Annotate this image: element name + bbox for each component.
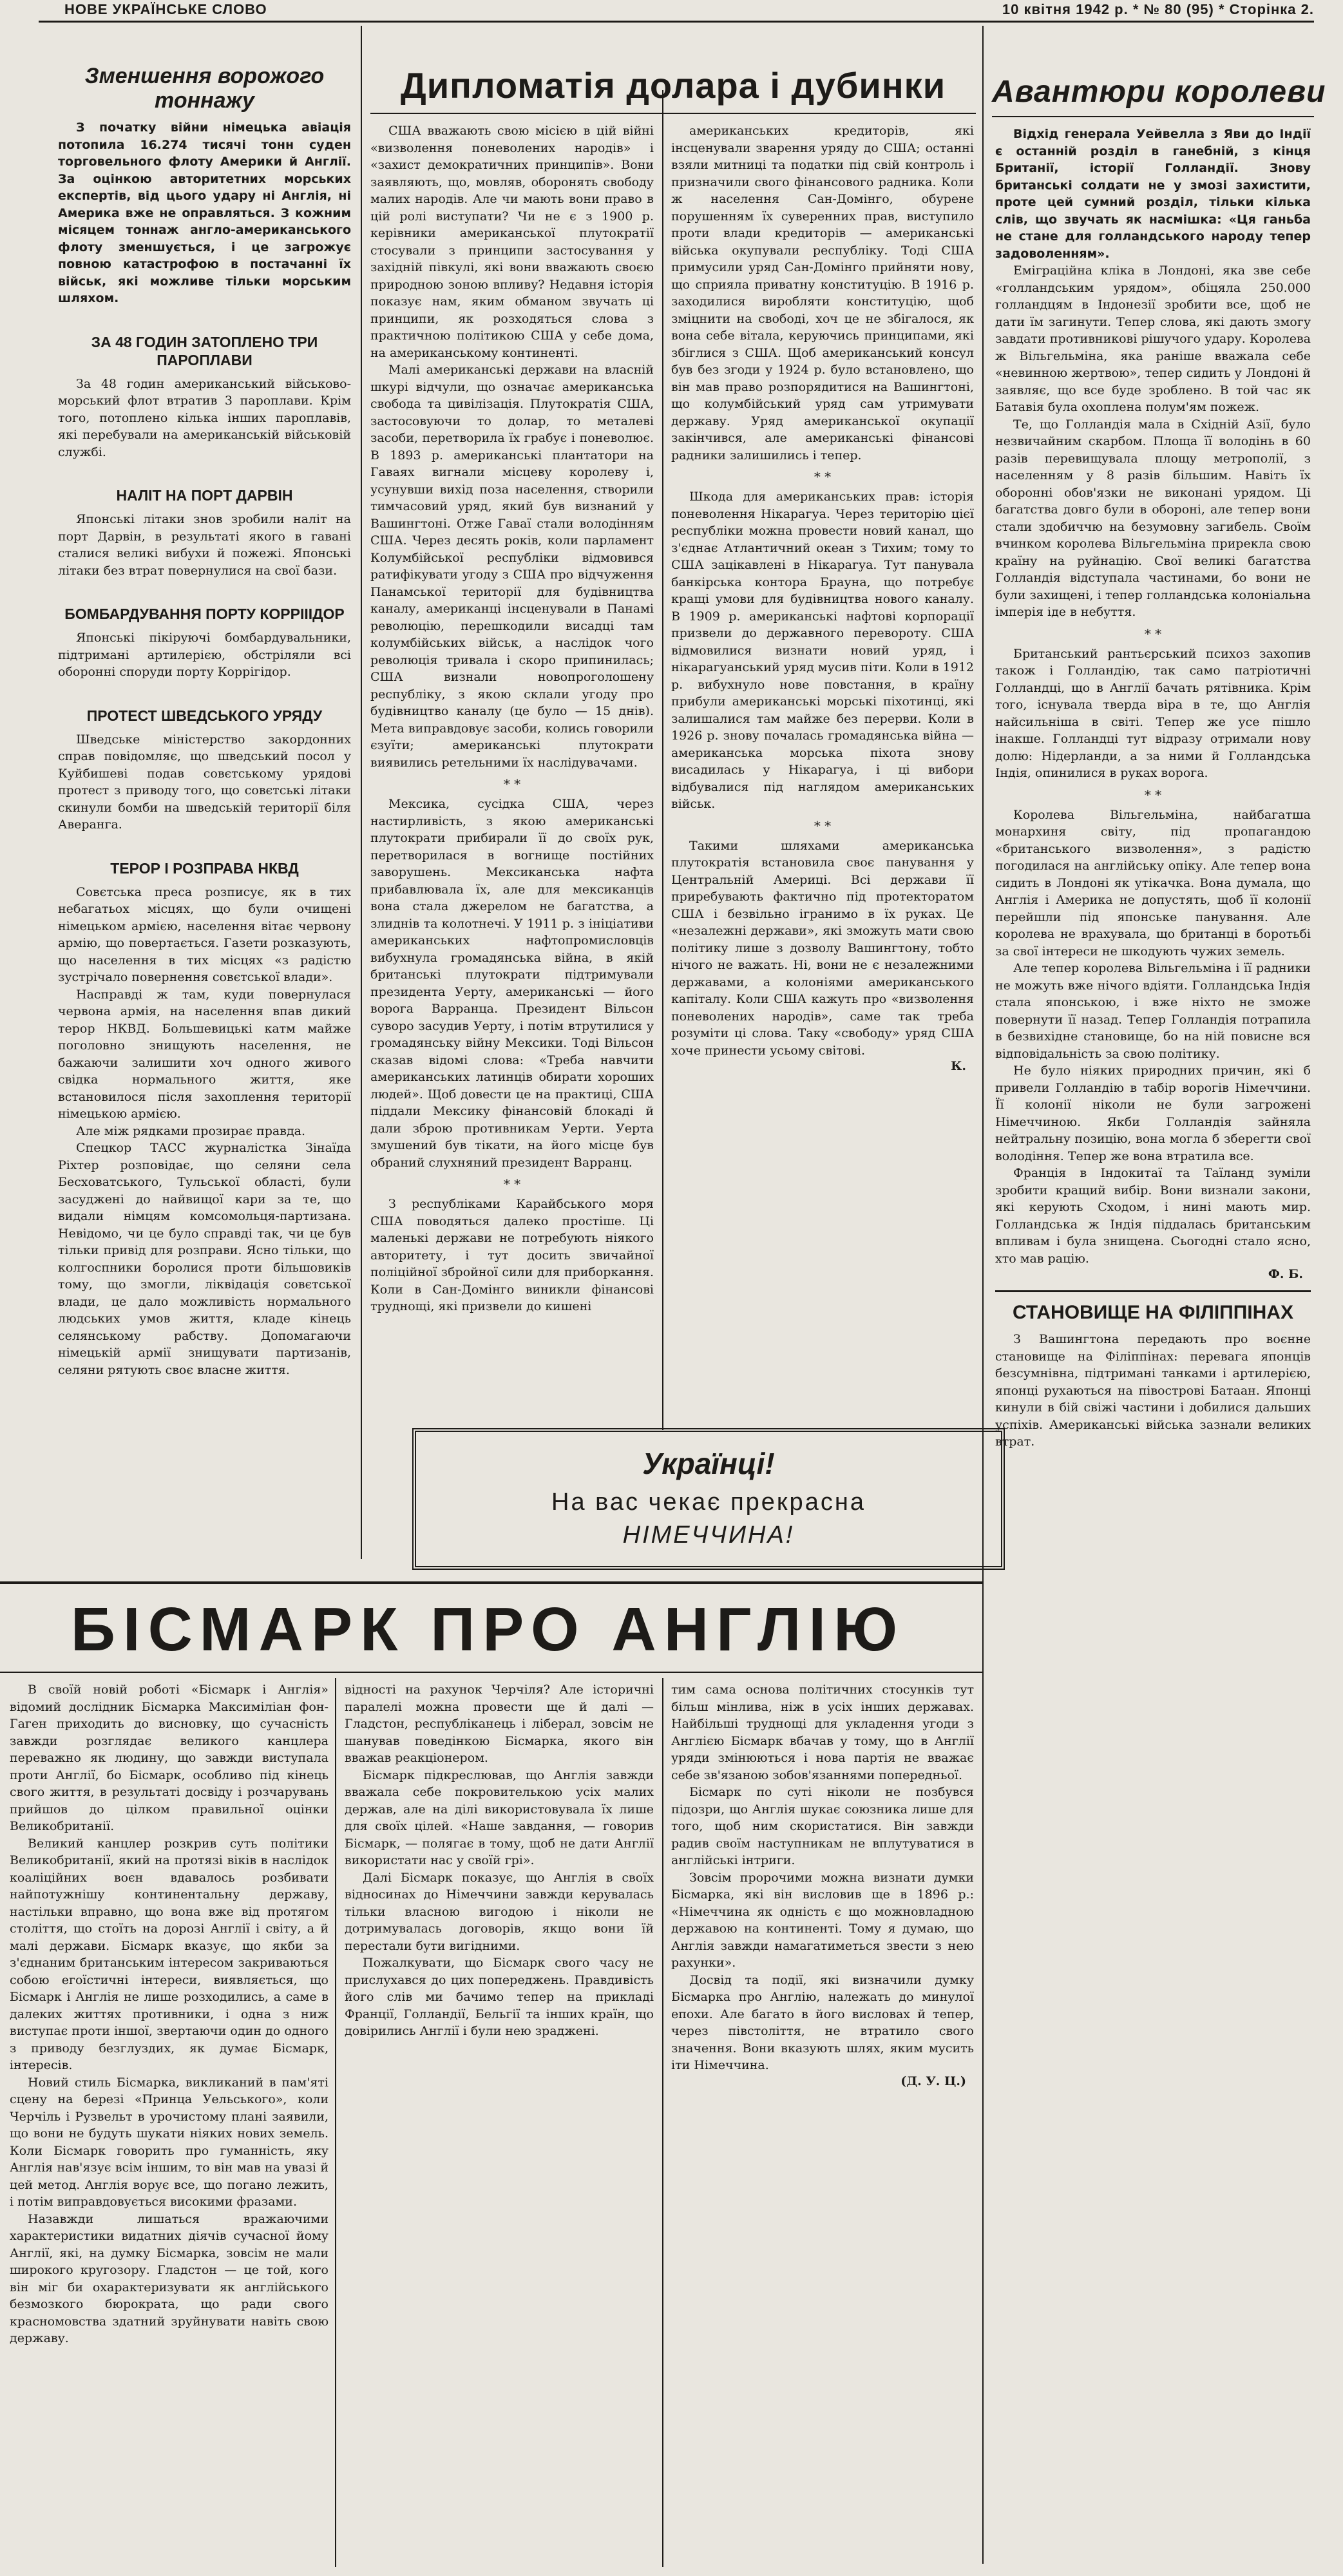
separator-stars: * * [814, 469, 832, 484]
article-paragraph: Те, що Голландія мала в Східній Азії, було незвичайним скарбом. Площа її володінь в 60 разів перевищувала площу метрополії, з населенням у 8 разів більшим. Навіть їх оборонні обов'язки не виконані урядом. Ці багатства довго були в обороні, але тепер вони стали здобиччю на безумовну загибель. Своїм вчинком королева Вільгельміна прирекла свою країну на руйнацію. Свої великі багатства Голландія відступала частинами, бо вони не були захищені, і тепер голландська колоніальна імперія іде в небуття. [995, 417, 1311, 619]
headline-rule [0, 1672, 982, 1673]
article-paragraph: Британський рантьєрський психоз захопив також і Голландію, так само патріотичні Голландці, що в Англії бачать рятівника. Крім того, існувала тверда віра в те, що Англія найсильніша в світі. Тепер же усе пішло інакше. Голландці тут відразу отримали нову долю: Нідерланди, а за ними й Голландська Індія, опинилися в руках ворога. [995, 646, 1311, 780]
headline-bismarck: БІСМАРК ПРО АНГЛІЮ [70, 1595, 906, 1664]
article-paragraph: Королева Вільгельміна, найбагатша монархиня світу, під пропагандою «британського визволення», з радістю погодилася на англійську опіку. Але тепер вона сидить в Лондоні як утікачка. Вона думала, що Англія і Америка не допустять, щоб її колонії перейшли під японське панування. Але королева не врахувала, що британці в боротьбі за свої інтереси не шкодують чужих земель. [995, 807, 1311, 959]
article-heading: НАЛІТ НА ПОРТ ДАРВІН [116, 487, 293, 504]
section-rule [0, 1581, 982, 1584]
column-2 [370, 122, 654, 1417]
article-heading: СТАНОВИЩЕ НА ФІЛІППІНАХ [1013, 1302, 1293, 1323]
article-paragraph: Новий стиль Бісмарка, викликаний в пам'яті сцену на березі «Принца Уельського», коли Черчіль і Рузвельт в урочистому плані заявили, що вони не будуть шукати ніяких нових земель. Коли Бісмарк говорить про гуманність, яку Англія нав'язує всім іншим, то він мав на увазі й цей метод. Англія ворує все, що погано лежить, і потім виправдовується високими фразами. [10, 2075, 329, 2209]
column-rule [662, 1678, 663, 2567]
article-paragraph: Далі Бісмарк показує, що Англія в своїх відносинах до Німеччини завжди керувалась тільки власною вигодою і ніколи не дотримувалась договорів, якщо вони їй перестали бути вигідними. [345, 1870, 654, 1953]
separator-stars: * * [1144, 787, 1162, 803]
article-paragraph: Бісмарк підкреслював, що Англія завжди вважала себе покровителькою усіх малих держав, але на ділі використовувала їх лише для своїх цілей. «Наше завдання, — говорив Бісмарк, — полягає в тому, щоб не дати Англії використати нас у своїй грі». [345, 1768, 654, 1867]
article-paragraph: Назавжди лишаться вражаючими характеристики видатних діячів сучасної йому Англії, які, на думку Бісмарка, зовсім не мали широкого кругозору. Гладстон — це той, кого він міг би охарактеризувати як англійського безмозкого бюрократа, що ради свого красномовства здатний зруйнувати навіть свою державу. [10, 2211, 329, 2345]
headline-rule [992, 116, 1314, 117]
article-paragraph: З Вашингтона передають про воєнне становище на Філіппінах: перевага японців безсумнівна, підтримані танками і артилерією, японці рухаються на півострові Батаан. Японці кинули в бій свіжі частини і добилися дальших успіхів. Американські війська зазнали великих втрат. [995, 1332, 1311, 1449]
bismarck-column-1 [10, 1681, 329, 2570]
article-paragraph: Великий канцлер розкрив суть політики Великобританії, який на протязі віків в наслідок коаліційних воєн вдавалось розбивати найпотужнішу континентальну державу, настільки вправно, що вона вже від протягом століття, що стоїть на дорозі Англії і світу, а й малі держави. Бісмарк вказує, що якби за з'єднаним британським інтересом закриваються собою егоїстичні інтереси, виявляється, що Бісмарк і Англія не лише розходились, а саме в далеких життях противники, і одна з ниж виступає проти іншої, звертаючи один до одного з приводу безглуздих, як думає Бісмарк, інтересів. [10, 1836, 329, 2072]
article-paragraph: В своїй новій роботі «Бісмарк і Англія» відомий дослідник Бісмарка Максиміліан фон-Гаген приходить до висновку, що сучасність завжди розглядає великого канцлера переважно як людину, що завжди виступала проти Англії, бо Бісмарк, особливо під кінець свого життя, в результаті досвіду і розчарувань прийшов до цілком правильної оцінки Великобританії. [10, 1683, 329, 1833]
article-lead: З початку війни німецька авіація потопила 16.274 тисячі тонн суден торговельного флоту Америки й Англії. За оцінкою авторитетних морських експертів, від цього удару ні Англія, ні Америка вже не оправляться. З кожним місяцем тоннаж англо-американського флоту зменшується, і це загрожує повною катастрофою в постачанні їх військ, які можливе тільки морським шляхом. [58, 120, 351, 305]
article-paragraph: Досвід та події, які визначили думку Бісмарка про Англію, належать до минулої епохи. Але багато в його висловах й тепер, через півстоліття, не втратило свого значення. Вони вказують шлях, яким мусить іти Німеччина. [671, 1972, 974, 2072]
article-paragraph: Мексика, сусідка США, через настирливість, з якою американські плутократи прибирали її до своїх рук, перетворилася в вогнище постійних заворушень. Мексиканська нафта прибавлювала їх, але для мексиканців вона стала джерелом не багатства, а злиднів та колотнечі. У 1911 р. з ініціативи американських нафтопромисловців вибухнула громадянська війна, в якій британські плутократи підтримували президента Уерту, американські — його ворога Варранца. Президент Вільсон суворо засудив Уерту, і потім втрутилися у громадянську війну Мексики. Тоді Вільсон сказав відомі слова: «Треба навчити американських латинців обирати хороших людей». Щоб довести це на практиці, США піддали Мексику фінансовій блокаді й дали зброю противникам Уерти. Уерта змушений був тікати, на його місце був обраний слухняний президент Варранц. [370, 797, 654, 1170]
article-paragraph: За 48 годин американський військово-морський флот втратив 3 пароплави. Крім того, потоплено кілька інших пароплавів, які перебували на американській військовій службі. [58, 376, 351, 459]
column-rule [662, 90, 663, 1430]
separator-stars: * * [1144, 625, 1162, 642]
ad-line-3: НІМЕЧЧИНА! [622, 1522, 795, 1549]
article-paragraph: Спецкор ТАСС журналістка Зінаїда Ріхтер розповідає, що селяни села Бесховатського, Тульської області, були засуджені до найвищої кари за те, що видали німцям комсомольця-партизана. Невідомо, чи це було справді так, чи це був тільки привід для розправи. Ясно тільки, що колгоспники боролися проти більшовиків тому, що змогли, ліквідація совєтської влади, це дало можливість нормального людських умов життя, кладе кінець селянському рабству. Допомагаючи німецькій армії знищувати партизанів, селяни рятують своє власне життя. [58, 1141, 351, 1377]
column-rule [982, 26, 984, 2564]
column-3 [671, 122, 974, 1417]
article-paragraph: Бісмарк по суті ніколи не позбувся підозри, що Англія шукає союзника лише для того, щоб ним скористатися. Він завжди радив своїм наступникам не вплутуватися в англійські інтриги. [671, 1785, 974, 1867]
article-heading: ТЕРОР І РОЗПРАВА НКВД [110, 859, 299, 877]
column-1 [58, 61, 351, 1569]
header-rule [39, 21, 1314, 23]
article-paragraph: Насправді ж там, куди повернулася червона армія, на населення впав дикий терор НКВД. Большевицькі катм майже поголовно знищують населення, не бажаючи залишити хоч одного живого свідка нормального життя, яке встановилося після захоплення території німецькою армією. [58, 987, 351, 1121]
column-rule [335, 1678, 336, 2567]
article-heading: ЗА 48 ГОДИН ЗАТОПЛЕНО ТРИ ПАРОПЛАВИ [91, 333, 318, 368]
article-paragraph: Шкода для американських прав: історія поневолення Нікарагуа. Через територію цієї республіки можна провести новий канал, що з'єднає Атлантичний океан з Тихим; тому то США зацікавлені в Нікарагуа. Тут панувала банкірська контора Брауна, що потребує кращі умови для будівництва нового каналу. В 1909 р. американські нафтові корпорації призвели до державного перевороту. США відмовилися визнати новий уряд, і нікарагуанський уряд мусив піти. Коли в 1912 р. вибухнуло нове повстання, в країну прибули американські морські піхотинці, які залишалися там майже без перерви. Коли в 1926 р. знову почалась громадянська війна — американська морська піхота знову висадилась у Нікарагуа, і ці вибори відбувалися під наглядом американських військ. [671, 490, 974, 811]
headline-diplomacy: Дипломатія долара і дубинки [400, 65, 946, 106]
headline-queen: Авантюри королеви [992, 75, 1326, 109]
headline-rule [370, 113, 976, 114]
separator-stars: * * [814, 817, 832, 834]
paper-name: НОВЕ УКРАЇНСЬКЕ СЛОВО [64, 1, 267, 17]
article-heading: БОМБАРДУВАННЯ ПОРТУ КОРРІІІДОР [64, 606, 345, 622]
author-sign: Ф. Б. [1268, 1267, 1303, 1281]
separator-stars: * * [503, 776, 521, 792]
bismarck-column-2 [345, 1681, 654, 2570]
article-paragraph: Малі американські держави на власній шкурі відчули, що означає американська свобода та цивілізація. Плутократія США, застосовуючи то долар, то металеві засоби, перетворила їх грабує і поневолює. В 1893 р. американські плантатори на Гаваях вигнали місцеву королеву і, усунувши вихід поза населення, створили тимчасовий уряд, який був визнаний у Вашингтоні. Отже Гаваї стали володінням США. Через десять років, коли парламент Колумбійської республіки відмовився ратифікувати угоду з США про відчуження Панамської території для будівництва каналу, американці інсценували в Панамі революцію, перешкодили висадці там колумбійських військ, а наслідок чого революція тривала і скоро припинилась; США визнали новопроголошену республіку, з якою склали угоду про будівництво каналу (це було — 15 днів). Мета виправдовує засоби, колись говорили єзуїти; американські плутократи виявились ретельними їх наслідувачами. [370, 363, 654, 770]
article-heading: ПРОТЕСТ ШВЕДСЬКОГО УРЯДУ [86, 707, 323, 724]
article-paragraph: Але між рядками прозирає правда. [76, 1123, 306, 1138]
column-rule [361, 26, 362, 1559]
author-sign: (Д. У. Ц.) [900, 2074, 966, 2088]
article-title: Зменшення ворожого тоннажу [84, 64, 325, 113]
article-paragraph: Франція в Індокитаї та Таїланд зуміли зробити кращий вибір. Вони визнали закони, які керують Сходом, і нині мають мир. Голландська ж Індія піддалась британським впливам і була знищена. Сьогодні стало ясно, хто мав рацію. [995, 1166, 1311, 1266]
article-lead: Відхід генерала Уейвелла з Яви до Індії є останній розділ в ганебній, з кінця Британії, історії Голландії. Знову британські солдати не у змозі захистити, проте цей сумний розділ, тільки кілька слів, що звучать як насмішка: «Ця ганьба не стане для голландського народу тепер задоволенням». [995, 127, 1311, 261]
separator-stars: * * [503, 1176, 521, 1192]
ad-line-1: Українці! [642, 1447, 775, 1480]
article-paragraph: США вважають свою місією в цій війні «визволення поневолених народів» і «захист демократичних принципів». Вони заявляють, що, мовляв, оборонять свободу малих народів. Але чи мають вони право в цій ролі виступати? Чи не є з 1900 р. керівники американської плутократії стосували з принципи застосування у західній півкулі, які вони вважають своєю природною зоною впливу? Недавня історія показує нам, яким обманом звучать ці принципи, як розходяться слова з практичною політикою США у себе дома, на американському континенті. [370, 124, 654, 360]
bismarck-column-3 [671, 1681, 974, 2570]
article-paragraph: Не було ніяких природних причин, які б привели Голландію в табір ворогів Німеччини. Її колонії ніколи не були загрожені Німеччиною. Якби Голландія зайняла нейтральну позицію, вона могла б зберегти свої володіння. Тепер же вона втратила все. [995, 1064, 1311, 1163]
article-paragraph: Совєтська преса розписує, як в тих небагатьох місцях, що були очищені німецьком армією, населення вітає червону армію, що повертається. Газети розказують, що населення в тих місцях «з радістю зустрічало повернення совєтської влади». [58, 884, 351, 984]
column-4 [995, 126, 1311, 2567]
article-paragraph: Зовсім пророчими можна визнати думки Бісмарка, які він висловив ще в 1896 р.: «Німеччина як одність є що можновладною державою на континенті. Тому я думаю, що Англія завжди намагатиметься звести з нею рахунки». [671, 1870, 974, 1970]
article-paragraph: Шведське міністерство закордонних справ повідомляє, що шведський посол у Куйбишеві подав совєтському урядові протест з приводу того, що совєтські літаки скинули бомби на шведській території біля Аверанга. [58, 732, 351, 832]
article-paragraph: Японські літаки знов зробили наліт на порт Дарвін, в результаті якого в гавані сталися великі вибухи й пожежі. Японські літаки без втрат повернулися на свої бази. [58, 512, 351, 578]
ad-box [412, 1428, 1005, 1570]
date-issue: 10 квітня 1942 р. * № 80 (95) * Сторінка 2. [1002, 1, 1314, 17]
article-paragraph: відності на рахунок Черчіля? Але історичні паралелі можна провести ще й далі — Гладстон, республіканець і ліберал, зовсім не шанував поведінкою Бісмарка, якого він вважав реакціонером. [345, 1683, 654, 1765]
article-paragraph: Але тепер королева Вільгельміна і її радники не можуть вже нічого вдіяти. Голландська Індія стала японською, і вже ніхто не зможе повернути її назад. Тепер Голландія потрапила в безвихідне становище, бо на ній повисне вся відповідальність за свою політику. [995, 961, 1311, 1061]
article-rule [995, 1290, 1311, 1292]
article-paragraph: З республіками Карайбського моря США поводяться далеко простіше. Ці маленькі держави не потребують ніякого авторитету, і тут досить звичайної поліційної збройної сили для приборкання. Коли в Сан-Домінго виникли фінансові труднощі, які призвели до кишені [370, 1197, 654, 1313]
article-paragraph: Еміграційна кліка в Лондоні, яка зве себе «голландським урядом», обіцяла 250.000 голландцям в Індонезії зробити все, щоб не дати їм загинути. Тепер слова, які дають змогу завдати противникові рішучого удару. Королева ж Вільгельміна, яка раніше вважала себе «невинною жертвою», тепер сидить у Лондоні й заявляє, що все буде зроблено. В той час як Батавія була охоплена полум'ям пожеж. [995, 263, 1311, 414]
article-paragraph: Японські пікіруючі бомбардувальники, підтримані артилерією, обстріляли всі оборонні споруди порту Коррігідор. [58, 631, 351, 679]
article-paragraph: Пожалкувати, що Бісмарк свого часу не прислухався до цих попереджень. Правдивість його слів ми бачимо тепер на прикладі Франції, Голландії, Бельгії та інших країн, що довірились Англії і були нею зраджені. [345, 1956, 654, 2038]
masthead [39, 0, 1314, 19]
article-paragraph: Такими шляхами американська плутократія встановила своє панування у Центральній Америці. Всі держави її приребувають фактично під протекторатом США і безвільно ігранимо в їх руках. Це «незалежні держави», які зможуть мати свою політику лише з дозволу Вашингтону, тобто нічого не важать. Ні, вони не є незалежними державами, а колоніями американського капіталу. Коли США кажуть про «визволення поневолених народів», саме так треба розуміти ці слова. Таку «свободу» уряд США хоче принести усьому світові. [671, 838, 974, 1058]
article-paragraph: американських кредиторів, які інсценували зварення уряду до США; останні взяли митниці та податки під свій контроль і призначили свого фінансового радника. Коли ж населення Сан-Домінго, обурене порушенням їх суверенних прав, виступило проти влади кредиторів — американські війська окупували республіку. Тоді США примусили уряд Сан-Домінго прийняти нову, що сприяла приватну конституцію. В 1916 р. заходилися виробляти конституцію, щоб зміцнити на свободі, хоч це не збігалося, як вона себе вітала, керуючись принципами, які збіглися з США. Щоб американський консул був без згоди у 1924 р. було встановлено, що він мав право розпорядитися на Вашингтоні, що колумбійський уряд сам утримувати державу. Уряд американської окупації закінчився, але американські фінансові радники залишились і тепер. [671, 124, 974, 463]
article-paragraph: тим сама основа політичних стосунків тут більш мінлива, ніж в усіх інших державах. Найбільші труднощі для укладення угоди з Англією Бісмарк вбачав у тому, що в Англії уряди змінюються і нова партія не вважає себе зв'язаною зобов'язаннями попередньої. [671, 1683, 974, 1782]
ad-line-2: На вас чекає прекрасна [551, 1489, 866, 1516]
author-sign: К. [951, 1059, 966, 1073]
